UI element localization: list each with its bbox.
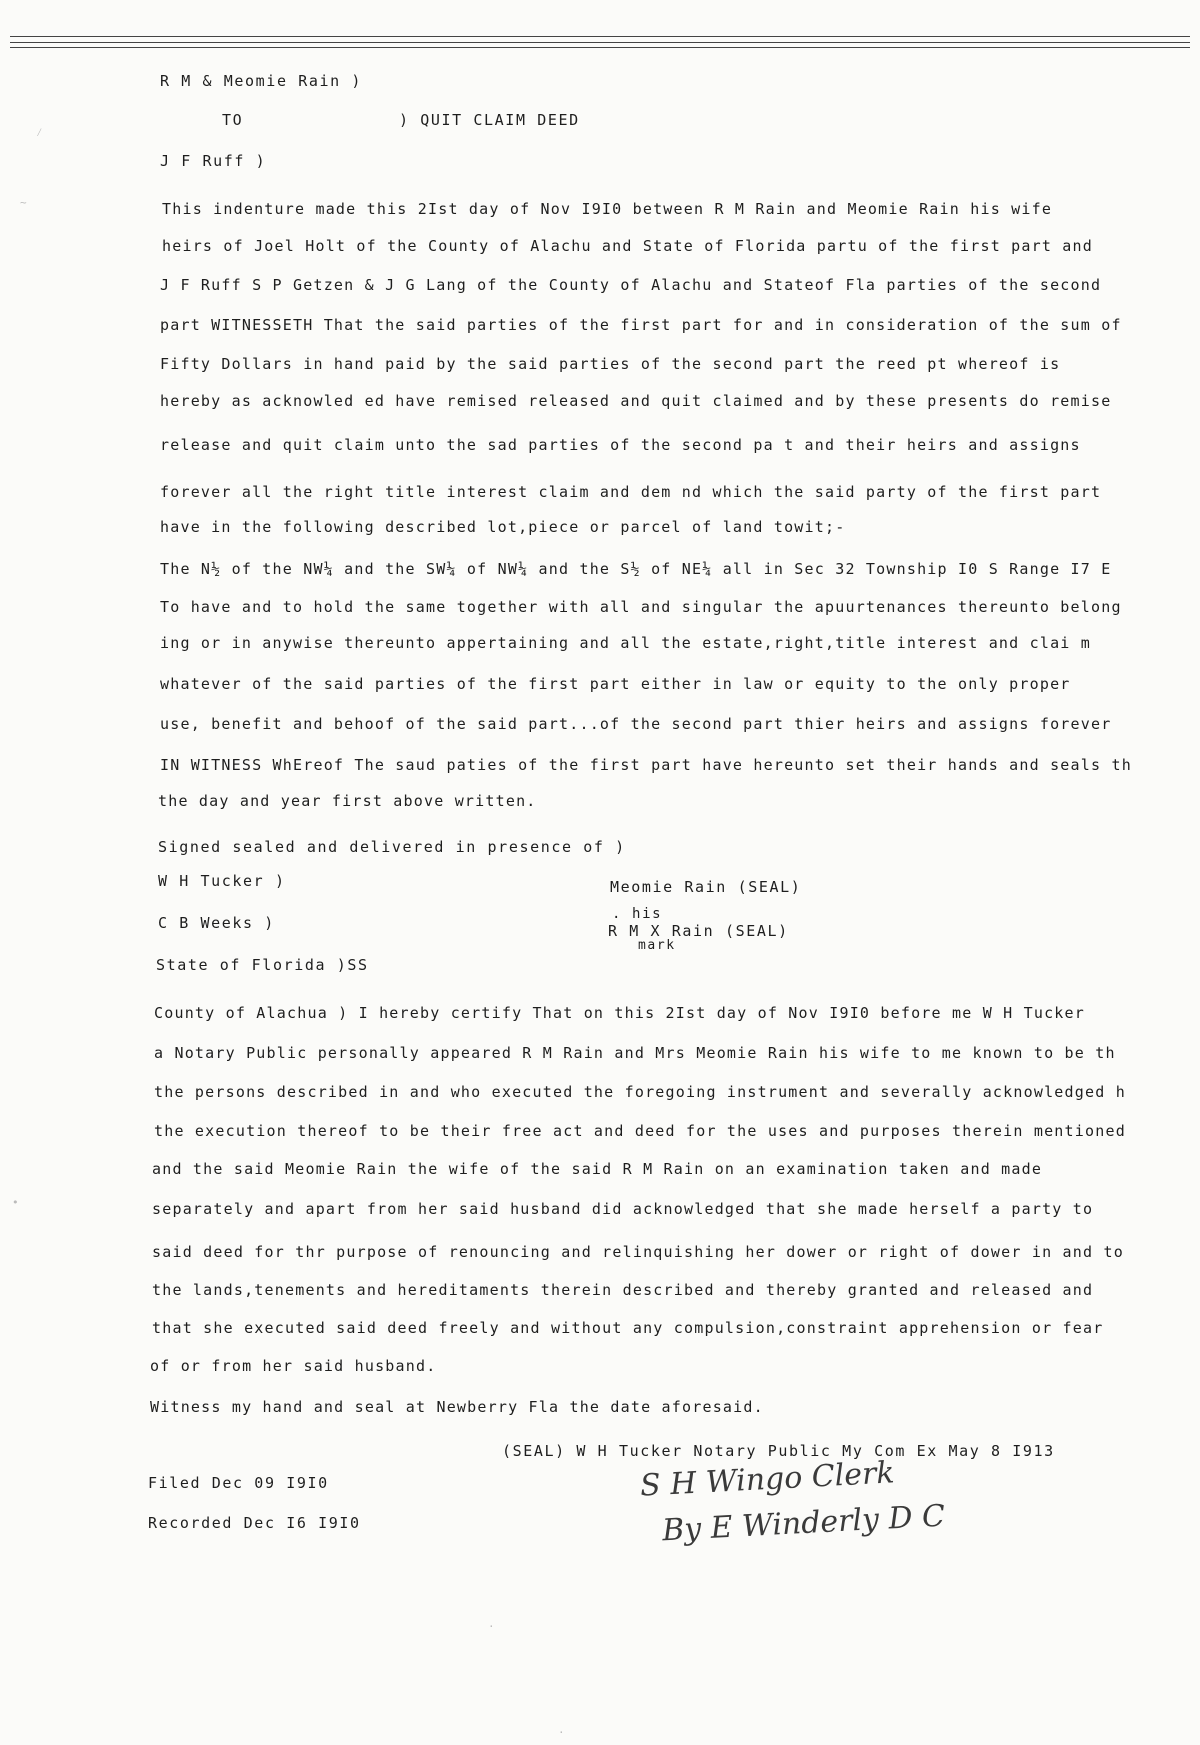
grantee-name: J F Ruff ) xyxy=(160,152,267,170)
ack-line: of or from her said husband. xyxy=(150,1357,437,1375)
deed-line: This indenture made this 2Ist day of Nov I9I0 between R M Rain and Meomie Rain his wife xyxy=(162,200,1053,218)
ack-line: a Notary Public personally appeared R M Rain and Mrs Meomie Rain his wife to me known to be th xyxy=(154,1044,1116,1062)
ack-line: that she executed said deed freely and without any compulsion,constraint apprehension or fear xyxy=(152,1319,1104,1337)
deed-line: J F Ruff S P Getzen & J G Lang of the County of Alachu and Stateof Fla parties of the second xyxy=(160,276,1102,294)
notary-signature-line: (SEAL) W H Tucker Notary Public My Com Ex May 8 I913 xyxy=(502,1442,1055,1460)
deed-line: IN WITNESS WhEreof The saud paties of the first part have hereunto set their hands and seals th xyxy=(160,756,1132,774)
signed-sealed-line: Signed sealed and delivered in presence of ) xyxy=(158,838,626,856)
ack-line: County of Alachua ) I hereby certify That on this 2Ist day of Nov I9I0 before me W H Tucker xyxy=(154,1004,1085,1022)
grantor-signature-rm: R M X Rain (SEAL) xyxy=(608,922,789,940)
deed-line: The N½ of the NW¼ and the SW¼ of NW¼ and the S½ of NE¼ all in Sec 32 Township I0 S Range I7 E xyxy=(160,560,1112,578)
top-rule-1 xyxy=(10,36,1190,37)
grantor-name: R M & Meomie Rain ) xyxy=(160,72,362,90)
deed-line: heirs of Joel Holt of the County of Alachu and State of Florida partu of the first part and xyxy=(162,237,1093,255)
deed-line: have in the following described lot,piece or parcel of land towit;- xyxy=(160,518,846,536)
ack-line: Witness my hand and seal at Newberry Fla the date aforesaid. xyxy=(150,1398,764,1416)
top-rule-3 xyxy=(10,47,1190,48)
scan-speck: · xyxy=(488,1620,495,1633)
ack-line: separately and apart from her said husband did acknowledged that she made herself a party to xyxy=(152,1200,1094,1218)
scan-speck: ⁄ xyxy=(36,126,43,139)
deed-line: the day and year first above written. xyxy=(158,792,537,810)
ack-line: said deed for thr purpose of renouncing and relinquishing her dower or right of dower in and to xyxy=(152,1243,1124,1261)
deed-line: release and quit claim unto the sad parties of the second pa t and their heirs and assigns xyxy=(160,436,1081,454)
deed-line: ing or in anywise thereunto appertaining and all the estate,right,title interest and clai m xyxy=(160,634,1091,652)
recorded-date: Recorded Dec I6 I9I0 xyxy=(148,1514,361,1532)
clerk-signature: S H Wingo Clerk xyxy=(639,1455,896,1504)
deed-title: ) QUIT CLAIM DEED xyxy=(399,111,580,129)
scan-speck: • xyxy=(12,1196,19,1209)
ack-line: the lands,tenements and hereditaments therein described and thereby granted and released and xyxy=(152,1281,1094,1299)
deed-line: hereby as acknowled ed have remised released and quit claimed and by these presents do remise xyxy=(160,392,1112,410)
deed-line: use, benefit and behoof of the said part...of the second part thier heirs and assigns forever xyxy=(160,715,1112,733)
deed-line: To have and to hold the same together with all and singular the apuurtenances thereunto belong xyxy=(160,598,1122,616)
deed-line: forever all the right title interest claim and dem nd which the said party of the first part xyxy=(160,483,1102,501)
grantor-signature-meomie: Meomie Rain (SEAL) xyxy=(610,878,802,896)
to-label: TO xyxy=(222,111,244,129)
scan-speck: ~ xyxy=(20,196,27,209)
scan-speck: · xyxy=(558,1726,565,1739)
ack-line: the execution thereof to be their free act and deed for the uses and purposes therein mentioned xyxy=(154,1122,1126,1140)
deed-line: part WITNESSETH That the said parties of the first part for and in consideration of the sum of xyxy=(160,316,1122,334)
state-venue: State of Florida )SS xyxy=(156,956,369,974)
witness-tucker: W H Tucker ) xyxy=(158,872,286,890)
ack-line: and the said Meomie Rain the wife of the said R M Rain on an examination taken and made xyxy=(152,1160,1043,1178)
witness-weeks: C B Weeks ) xyxy=(158,914,275,932)
filed-date: Filed Dec 09 I9I0 xyxy=(148,1474,329,1492)
mark-word-label: mark xyxy=(638,938,676,953)
mark-his-label: . his xyxy=(612,906,663,922)
deed-line: whatever of the said parties of the first part either in law or equity to the only proper xyxy=(160,675,1071,693)
top-rule-2 xyxy=(10,42,1190,43)
deed-line: Fifty Dollars in hand paid by the said parties of the second part the reed pt whereof is xyxy=(160,355,1061,373)
deputy-clerk-signature: By E Winderly D C xyxy=(661,1498,946,1549)
ack-line: the persons described in and who executed the foregoing instrument and severally acknowledged h xyxy=(154,1083,1126,1101)
